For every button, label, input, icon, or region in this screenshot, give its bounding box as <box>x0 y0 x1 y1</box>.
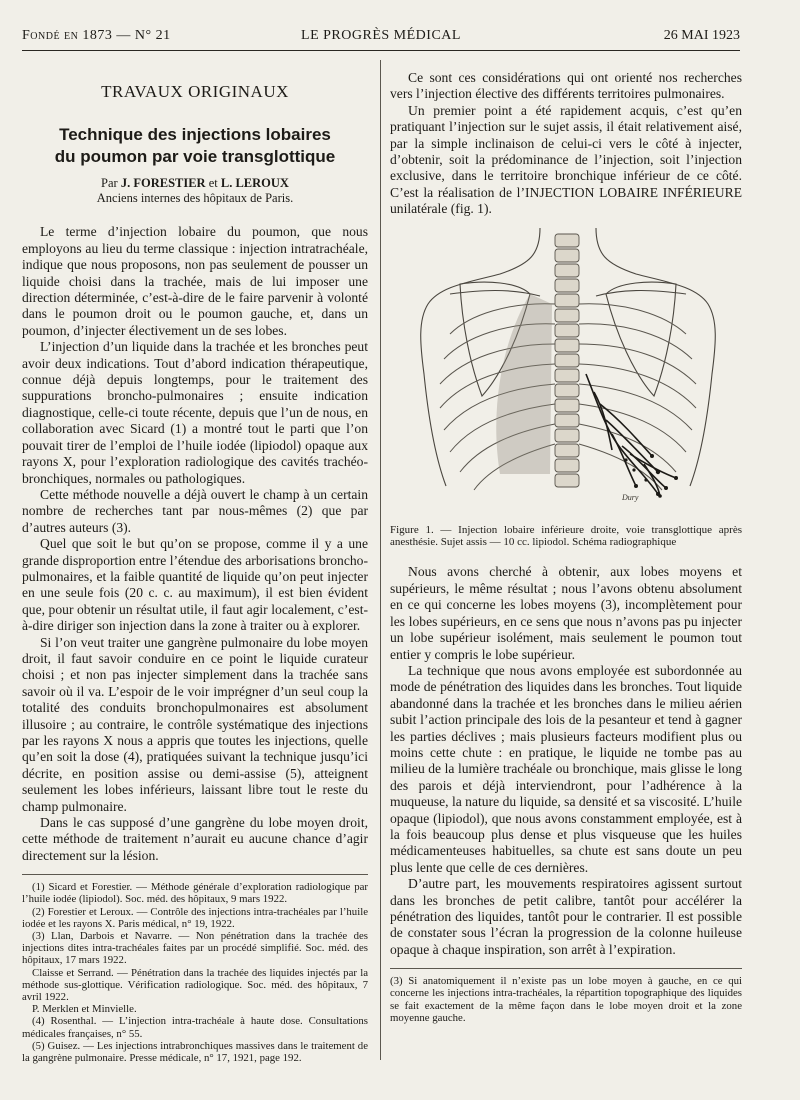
founded-issue: Fondé en 1873 — N° 21 <box>22 28 171 43</box>
body-paragraph: La technique que nous avons employée est subordonnée au mode de pénétration des liquides dans les bronches. Tout liquide abandonné dans la trachée et les bronches dans le milieu aérien subit l’action principale des lois de la pesanteur et tend à gagner les parties déclives ; mais plusieurs facteurs modifient plus ou moins cette chute : en pratique, le liquide ne tombe pas au milieu de la lumière trachéale ou bronchique, mais glisse le long des parois et déjà interviendront, pour l’adhérence à la muqueuse, la nature du liquide, sa densité et sa viscosité. L’huile opaque (lipiodol), que nous avons constamment employée, est à la fois beaucoup plus dense et plus visqueuse que les huiles médicamenteuses habituelles, sa chute est sans doute un peu plus lente que celle de ces dernières. <box>390 662 742 875</box>
header-rule <box>22 50 740 51</box>
author-2: L. LEROUX <box>220 176 289 191</box>
column-separator <box>380 60 381 1060</box>
author-affiliation: Anciens internes des hôpitaux de Paris. <box>96 191 294 206</box>
right-footnote: (3) Si anatomiquement il n’existe pas un lobe moyen à gauche, en ce qui concerne les injections intra-trachéales, la répartition topographique des liquides se fait exactement de la même façon dans le lobe moyen droit et la zone moyenne gauche. <box>390 975 742 1024</box>
body-paragraph: Un premier point a été rapidement acquis, c’est qu’en pratiquant l’injection sur le sujet assis, il était relativement aisé, par la simple inclinaison de celui-ci vers le côté à injecter, d’obtenir, soit la prédominance de l’injection, soit l’injection exclusive, dans le territoire bronchique inférieur de ce côté. C’est la réalisation de l’INJECTION LOBAIRE INFÉRIEURE unilatérale (fig. 1). <box>390 102 742 217</box>
body-paragraph: Dans le cas supposé d’une gangrène du lobe moyen droit, cette méthode de traitement n’aurait eu aucune chance d’agir directement sur la lésion. <box>22 815 368 863</box>
footnote: (3) Llan, Darbois et Navarre. — Non pénétration dans la trachée des injections dites intra-trachéales faites par un procédé simplifié. Soc. méd. des hôpitaux, 17 mars 1922. <box>22 930 368 967</box>
bronchial-tree-injection <box>586 374 676 496</box>
footnotes <box>22 881 368 1064</box>
footnote: (5) Guisez. — Les injections intrabronchiques massives dans le traitement de la gangrène pulmonaire. Presse médicale, n° 17, 1921, page 192. <box>22 1039 368 1065</box>
body-paragraph: Ce sont ces considérations qui ont orienté nos recherches vers l’injection élective des différents territoires pulmonaires. <box>390 70 742 102</box>
artist-signature: Dury <box>622 492 639 502</box>
body-paragraph: Nous avons cherché à obtenir, aux lobes moyens et supérieurs, le même résultat ; nous l’avons obtenu absolument en ce qui concerne les lobes moyens (3), incomplètement pour les lobes supérieurs, en ce sens que nous n’avons pas pu injecter un lobe supérieur isolément, mais seulement le poumon tout entier y compris le lobe supérieur. <box>390 564 742 662</box>
by-word: Par <box>101 176 118 191</box>
author-1: J. FORESTIER <box>120 176 206 191</box>
body-paragraph: Quel que soit le but qu’on se propose, comme il y a une grande disproportion entre l’étendue des arborisations broncho-pulmonaires, et la faible quantité de liquide qu’on peut injecter en une seule fois (20 c. c. au maximum), il est bien évident que, pour obtenir un résultat utile, il faut agir localement, c’est-à-dire diriger son injection dans la zone à traiter ou à explorer. <box>22 536 368 634</box>
footnote: (2) Forestier et Leroux. — Contrôle des injections intra-trachéales par l’huile iodée et les rayons X. Paris médical, n° 19, 1922. <box>22 905 368 930</box>
article-title <box>22 124 368 168</box>
right-scapula <box>606 282 676 396</box>
figure-caption: Figure 1. — Injection lobaire inférieure droite, voie transglottique après anesthésie. Sujet assis — 10 cc. lipiodol. Schéma radiographique <box>390 523 742 549</box>
lung-shading <box>496 294 552 474</box>
body-paragraph: Cette méthode nouvelle a déjà ouvert le champ à un certain nombre de recherches tant par nous-mêmes (2) que par d’autres auteurs (3). <box>22 486 368 535</box>
and-word: et <box>208 176 218 191</box>
body-paragraph: D’autre part, les mouvements respiratoires agissent surtout dans les bronches de petit calibre, tantôt pour accélérer la pénétration des liquides, tantôt pour le contrarier. Il est possible de constater sous l’écran la progression de la colonne huileuse opaque à chaque inspiration, son arrêt à l’expiration. <box>390 876 742 957</box>
title-line-1: Technique des injections lobaires <box>59 125 331 145</box>
figure-1 <box>390 224 742 520</box>
footnote: (1) Sicard et Forestier. — Méthode générale d’exploration radiologique par l’huile iodée (lipiodol). Soc. méd. des hôpitaux, 9 mars 1922. <box>22 881 368 906</box>
author-line <box>22 176 368 191</box>
right-torso-outline <box>596 228 715 486</box>
title-line-2: du poumon par voie transglottique <box>54 147 336 167</box>
right-column <box>390 70 742 1024</box>
section-heading: TRAVAUX ORIGINAUX <box>101 82 289 101</box>
running-header <box>22 28 740 50</box>
footnote: P. Merklen et Minvielle. <box>32 1003 137 1016</box>
journal-name: LE PROGRÈS MÉDICAL <box>301 28 461 43</box>
left-column <box>22 84 368 1064</box>
body-paragraph: Le terme d’injection lobaire du poumon, que nous employons au lieu du terme classique : injection intratrachéale, indique que nous proposons, non pas seulement de pousser un liquide choisi dans la trachée, mais de lui imposer une direction déterminée, c’est-à-dire de le faire parvenir à volonté dans le poumon droit ou le poumon gauche, et, dans un poumon, d’injecter électivement un de ses lobes. <box>22 224 368 338</box>
footnote-rule <box>390 968 742 969</box>
body-paragraph: Si l’on veut traiter une gangrène pulmonaire du lobe moyen droit, il faut savoir conduire en ce point le liquide curateur choisi ; et non pas injecter simplement dans la trachée sans savoir où il va. L’espoir de le voir imprégner d’un seul coup la totalité des conduits bronchopulmonaires est absolument illusoire ; au contraire, le contrôle systématique des injections par les rayons X nous a appris que toutes les injections, quelle qu’en soit la dose (4), pratiquées suivant la technique jusqu’ici décrite, en position assise ou demi-assise (5), atteignent seulement les lobes inférieurs, laissant libre tout le reste du champ pulmonaire. <box>22 634 368 814</box>
footnote: (4) Rosenthal. — L’injection intra-trachéale à haute dose. Consultations médicales françaises, n° 55. <box>22 1015 368 1040</box>
spine <box>555 234 579 487</box>
body-paragraph: L’injection d’un liquide dans la trachée et les bronches peut avoir deux indications. Tout d’abord indication thérapeutique, connue déjà depuis longtemps, pour le traitement des suppurations broncho-pulmonaires ; ensuite indication diagnostique, celle-ci toute récente, depuis que l’un de nous, en collaboration avec Sicard (1) a montré tout le parti que l’on pouvait tirer de l’emploi de l’huile iodée (lipiodol) opaque aux rayons X, pour l’exploration radiologique des cavités trachéo-bronchiques, normales ou pathologiques. <box>22 339 368 486</box>
thorax-radiograph-illustration <box>390 224 742 520</box>
issue-date: 26 MAI 1923 <box>663 28 740 43</box>
footnote-rule <box>22 874 368 875</box>
footnote: Claisse et Serrand. — Pénétration dans la trachée des liquides injectés par la méthode sus-glottique. Vérification radiologique. Soc. méd. des hôpitaux, 7 avril 1922. <box>22 966 368 1004</box>
